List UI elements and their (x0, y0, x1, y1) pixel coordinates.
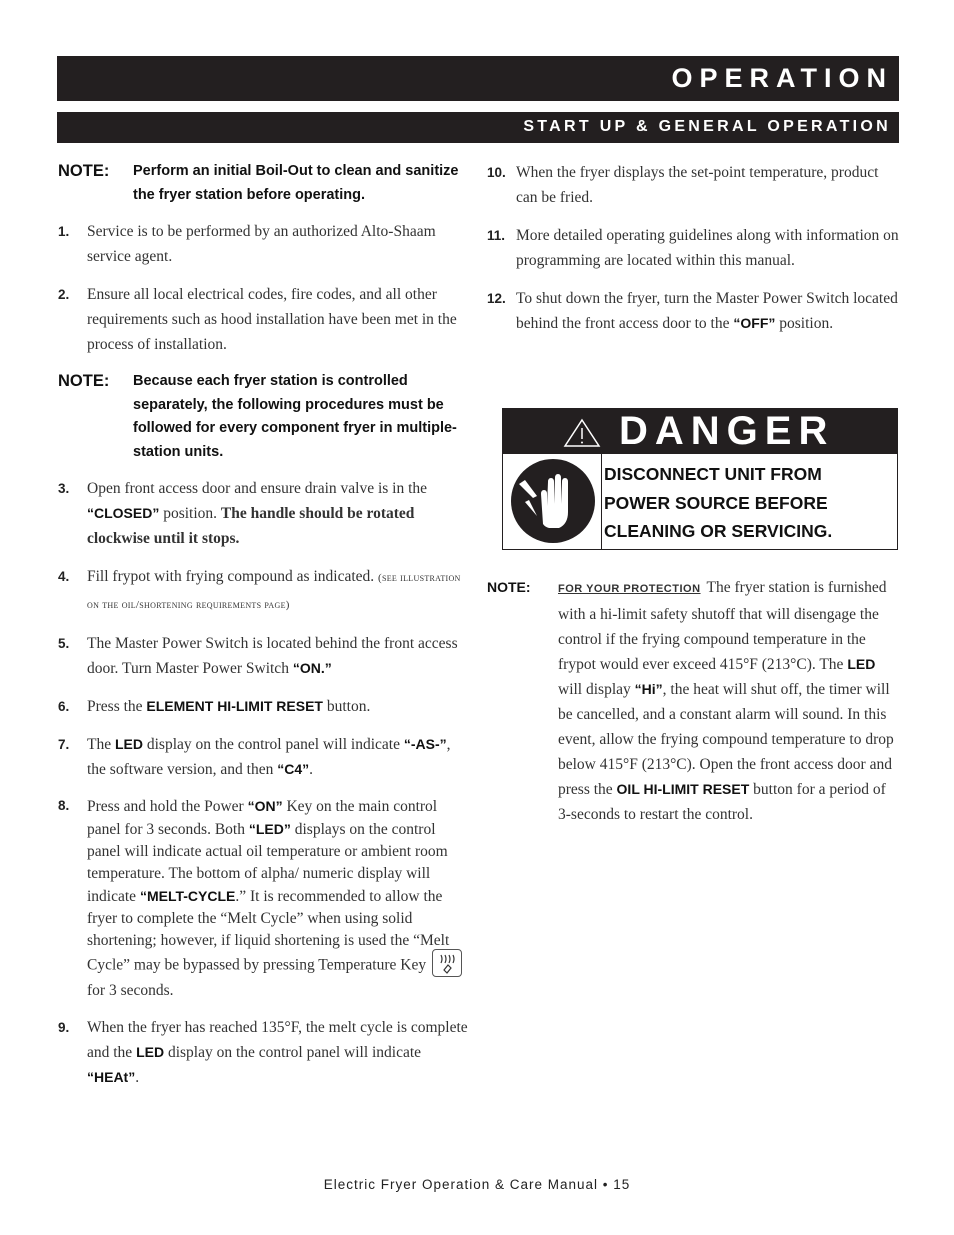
text-run: The (87, 736, 115, 753)
step-text (87, 694, 470, 719)
danger-line-2: POWER SOURCE BEFORE (604, 492, 828, 513)
subsection-title: START UP & GENERAL OPERATION (523, 118, 891, 135)
step-12 (487, 286, 899, 336)
warning-triangle-icon (563, 418, 601, 448)
step-7 (58, 732, 470, 782)
step-number: 7. (58, 737, 70, 752)
step-11 (487, 223, 899, 273)
text-run-bold: OIL HI-LIMIT RESET (616, 781, 750, 797)
step-text (87, 476, 470, 551)
left-column (58, 160, 470, 1103)
temperature-key-icon (432, 949, 462, 977)
text-run-bold: LED (136, 1044, 165, 1060)
text-run: .” (235, 888, 247, 905)
step-number: 8. (58, 798, 70, 813)
text-run-bold: “Hi” (634, 681, 663, 697)
step-text (87, 795, 470, 1002)
hand-shock-icon (503, 454, 602, 549)
step-text: When the fryer displays the set-point temperature, product can be fried. (516, 164, 879, 206)
text-run-strong: The handle should be rotated clockwise until it stops. (87, 505, 415, 547)
step-number: 6. (58, 699, 70, 714)
step-10 (487, 160, 899, 210)
text-run: will display (558, 681, 635, 698)
text-run: . (309, 761, 314, 778)
text-run: When the fryer has reached 135°F, the melt cycle is complete and the (87, 1019, 468, 1061)
step-5 (58, 631, 470, 681)
text-run-bold: LED (114, 736, 143, 752)
step-text (516, 286, 899, 336)
text-run-bold: “CLOSED” (87, 505, 160, 521)
text-run: display on the control panel will indicate (142, 736, 404, 753)
text-run-bold: “OFF” (733, 315, 776, 331)
step-number: 10. (487, 165, 506, 180)
step-text (87, 732, 470, 782)
note-text: Perform an initial Boil-Out to clean and sanitize the fryer station before operating. (133, 163, 459, 203)
text-run: . (135, 1069, 140, 1086)
note-label: NOTE: (58, 372, 110, 390)
text-run: It is recommended to allow the fryer to complete the “Melt Cycle” when using solid shortening; however, if liquid shortening is used the “Melt Cycle” may be bypassed by pressing Temperature Key (87, 888, 450, 974)
danger-line-3: CLEANING OR SERVICING. (604, 521, 833, 541)
step-1 (58, 219, 470, 269)
right-column (487, 160, 899, 349)
protection-tag: FOR YOUR PROTECTION (558, 583, 701, 595)
text-run: Fill frypot with frying compound as indicated. (87, 568, 379, 585)
danger-message (604, 460, 894, 546)
note-label: NOTE: (487, 579, 531, 595)
step-text (87, 631, 470, 681)
text-run: button for a period of 3-seconds to restart the control. (558, 781, 886, 823)
step-4 (58, 564, 470, 618)
text-run: Open front access door and ensure drain valve is in the (87, 480, 428, 497)
step-9 (58, 1015, 470, 1090)
step-8 (58, 795, 470, 1002)
step-number: 2. (58, 287, 70, 302)
step-text (87, 564, 470, 618)
protection-note (487, 575, 899, 827)
step-text (87, 1015, 470, 1090)
section-title: OPERATION (671, 63, 893, 93)
section-title-bar (57, 56, 899, 101)
text-run-bold: LED (847, 656, 876, 672)
text-run: for 3 seconds. (87, 982, 174, 999)
text-run: display on the control panel will indicate (164, 1044, 422, 1061)
danger-word: DANGER (619, 409, 835, 453)
text-run: position. (775, 315, 834, 332)
text-run-small-caps: (see illustration on the oil/shortening requirements page) (87, 572, 461, 611)
step-number: 3. (58, 481, 70, 496)
text-run: , the software version, and then (87, 736, 451, 778)
text-run: Press and hold the Power (87, 798, 248, 815)
step-number: 4. (58, 569, 70, 584)
step-number: 5. (58, 636, 70, 651)
step-6 (58, 694, 470, 719)
page-footer: Electric Fryer Operation & Care Manual • 15 (323, 1177, 631, 1192)
step-text: Ensure all local electrical codes, fire codes, and all other requirements such as hood installation have been met in the process of installation. (87, 286, 457, 353)
text-run-bold: “-AS-” (403, 736, 447, 752)
step-2 (58, 282, 470, 357)
text-run-bold: “LED” (248, 821, 291, 837)
protection-note-column (487, 575, 899, 827)
step-text: Service is to be performed by an authorized Alto-Shaam service agent. (87, 223, 436, 265)
text-run: , the heat will shut off, the timer will be cancelled, and a constant alarm will sound. In this event, allow the frying compound temperature to drop below 415°F (213°C). Open the front access door and press the (558, 681, 894, 798)
text-run-bold: “ON.” (292, 660, 332, 676)
text-run: The fryer station is furnished with a hi-limit safety shutoff that will disengage the control if the frying compound temperature in the frypot would ever exceed 415°F (213°C). The (558, 579, 887, 673)
text-run-bold: “ON” (247, 798, 283, 814)
danger-line-1: DISCONNECT UNIT FROM (604, 464, 822, 484)
subsection-title-bar (57, 112, 899, 143)
step-number: 9. (58, 1020, 70, 1035)
note-multi-station (58, 370, 470, 464)
step-number: 12. (487, 291, 506, 306)
text-run: button. (322, 698, 371, 715)
text-run: displays on the control panel will indicate actual oil temperature or ambient room temperature. The bottom of alpha/ numeric display will indicate (87, 821, 448, 905)
danger-warning-box (502, 408, 898, 550)
text-run: position. (159, 505, 221, 522)
text-run-bold: “HEAt” (87, 1069, 136, 1085)
text-run: Press the (87, 698, 147, 715)
text-run-bold: “MELT-CYCLE (139, 888, 236, 904)
protection-note-text (558, 575, 899, 827)
note-boil-out (58, 160, 470, 207)
danger-header (503, 409, 897, 454)
text-run: Key on the main control panel for 3 seconds. Both (87, 798, 438, 838)
note-label: NOTE: (58, 162, 110, 180)
text-run-bold: ELEMENT HI-LIMIT RESET (146, 698, 323, 714)
text-run: To shut down the fryer, turn the Master Power Switch located behind the front access door to the (516, 290, 898, 332)
step-3 (58, 476, 470, 551)
text-run-bold: “C4” (277, 761, 310, 777)
step-number: 11. (487, 228, 506, 243)
text-run: The Master Power Switch is located behind the front access door. Turn Master Power Switch (87, 635, 458, 677)
step-number: 1. (58, 224, 70, 239)
note-text: Because each fryer station is controlled separately, the following procedures must be followed for every component fryer in multiple-station units. (133, 373, 457, 460)
step-text: More detailed operating guidelines along with information on programming are located within this manual. (516, 227, 899, 269)
